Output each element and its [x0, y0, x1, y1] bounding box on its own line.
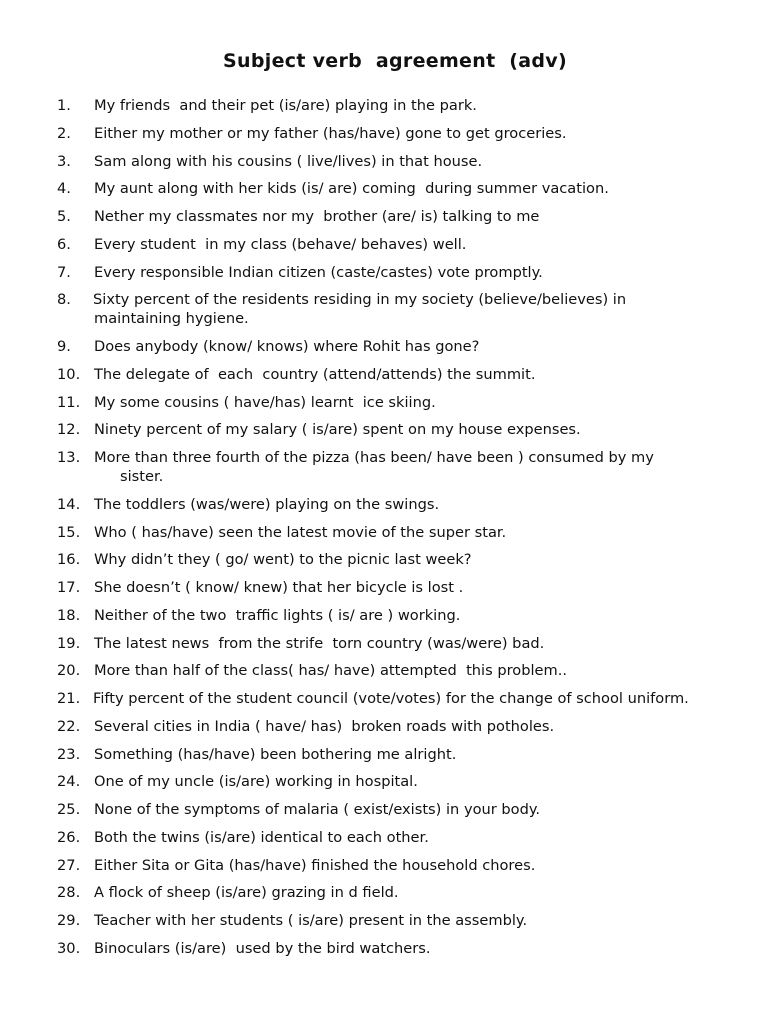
- list-item: [0, 179, 768, 199]
- item-text: The toddlers (was/were) playing on the swings.: [94, 495, 440, 513]
- item-text: Ninety percent of my salary ( is/are) spent on my house expenses.: [94, 421, 581, 439]
- item-text: Does anybody (know/ knows) where Rohit has gone?: [94, 338, 480, 355]
- list-item: [0, 856, 768, 876]
- item-text: Why didn’t they ( go/ went) to the picnic last week?: [94, 551, 472, 569]
- item-number: 16.: [57, 551, 81, 569]
- item-number: 10.: [57, 365, 81, 383]
- item-text: Who ( has/have) seen the latest movie of the super star.: [94, 523, 507, 541]
- item-text: Sam along with his cousins ( live/lives) in that house.: [94, 152, 483, 170]
- list-item: [0, 634, 768, 654]
- item-number: 24.: [57, 773, 81, 791]
- item-number: 18.: [57, 606, 81, 624]
- list-item: [0, 420, 768, 440]
- question-list: [0, 96, 768, 967]
- item-number: 30.: [57, 939, 81, 957]
- list-item: [0, 883, 768, 903]
- list-item: [0, 337, 768, 357]
- list-item: [0, 578, 768, 598]
- item-number: 21.: [57, 690, 81, 707]
- list-item: [0, 745, 768, 765]
- item-number: 2.: [57, 124, 71, 142]
- item-number: 17.: [57, 579, 81, 596]
- list-item: [0, 124, 768, 144]
- item-number: 28.: [57, 884, 81, 902]
- item-text: Every responsible Indian citizen (caste/castes) vote promptly.: [94, 263, 543, 281]
- item-text: The delegate of each country (attend/attends) the summit.: [94, 365, 536, 383]
- item-text: Every student in my class (behave/ behaves) well.: [94, 235, 467, 253]
- item-number: 7.: [57, 263, 71, 281]
- item-text: More than half of the class( has/ have) attempted this problem..: [94, 662, 568, 680]
- item-number: 19.: [57, 634, 81, 652]
- item-number: 6.: [57, 235, 71, 253]
- item-text: My some cousins ( have/has) learnt ice skiing.: [94, 393, 436, 411]
- list-item: [0, 523, 768, 543]
- list-item: [0, 689, 768, 709]
- item-text: None of the symptoms of malaria ( exist/exists) in your body.: [94, 801, 541, 818]
- item-text: One of my uncle (is/are) working in hospital.: [94, 773, 418, 791]
- list-item: [0, 800, 768, 820]
- list-item: [0, 828, 768, 848]
- item-number: 25.: [57, 801, 81, 818]
- item-text: Neither of the two traffic lights ( is/ are ) working.: [94, 606, 461, 624]
- item-text: Either Sita or Gita (has/have) finished the household chores.: [94, 856, 536, 874]
- item-text-continuation: maintaining hygiene.: [94, 310, 249, 328]
- list-item: [0, 152, 768, 172]
- item-number: 26.: [57, 828, 81, 846]
- item-text: She doesn’t ( know/ knew) that her bicycle is lost .: [94, 579, 464, 596]
- item-number: 11.: [57, 393, 81, 411]
- item-number: 22.: [57, 717, 81, 735]
- item-text: Sixty percent of the residents residing in my society (believe/believes) in: [93, 291, 627, 309]
- item-number: 14.: [57, 495, 81, 513]
- item-text: Both the twins (is/are) identical to each other.: [94, 828, 429, 846]
- item-number: 12.: [57, 421, 81, 439]
- item-number: 3.: [57, 152, 71, 170]
- list-item: [0, 207, 768, 227]
- list-item: [0, 939, 768, 959]
- item-text: Something (has/have) been bothering me alright.: [94, 745, 457, 763]
- list-item: [0, 661, 768, 681]
- list-item: [0, 495, 768, 515]
- list-item: [0, 911, 768, 931]
- item-number: 9.: [57, 338, 71, 355]
- item-number: 15.: [57, 523, 81, 541]
- item-number: 4.: [57, 180, 71, 198]
- item-text: My friends and their pet (is/are) playing in the park.: [94, 97, 477, 114]
- item-text: The latest news from the strife torn country (was/were) bad.: [94, 634, 545, 652]
- item-text: Several cities in India ( have/ has) broken roads with potholes.: [94, 717, 555, 735]
- item-text-continuation: sister.: [120, 468, 164, 485]
- item-number: 5.: [57, 208, 71, 225]
- item-text: A flock of sheep (is/are) grazing in d field.: [94, 884, 399, 902]
- item-number: 20.: [57, 662, 81, 680]
- list-item: [0, 96, 768, 116]
- item-text: Either my mother or my father (has/have) gone to get groceries.: [94, 124, 567, 142]
- list-item: [0, 263, 768, 283]
- item-text: Fifty percent of the student council (vote/votes) for the change of school uniform.: [93, 690, 689, 707]
- list-item: [0, 606, 768, 626]
- item-number: 23.: [57, 745, 81, 763]
- item-text: My aunt along with her kids (is/ are) coming during summer vacation.: [94, 180, 609, 198]
- list-item: [0, 393, 768, 413]
- list-item: [0, 772, 768, 792]
- list-item: [0, 235, 768, 255]
- item-number: 1.: [57, 97, 71, 114]
- item-number: 8.: [57, 291, 71, 309]
- list-item: [0, 717, 768, 737]
- item-text: Nether my classmates nor my brother (are/ is) talking to me: [94, 208, 540, 225]
- item-text: More than three fourth of the pizza (has been/ have been ) consumed by my: [94, 449, 654, 466]
- item-number: 29.: [57, 912, 81, 929]
- item-text: Teacher with her students ( is/are) present in the assembly.: [94, 912, 528, 929]
- list-item: [0, 448, 768, 487]
- list-item: [0, 550, 768, 570]
- item-text: Binoculars (is/are) used by the bird watchers.: [94, 939, 431, 957]
- list-item: [0, 290, 768, 329]
- item-number: 13.: [57, 449, 81, 466]
- list-item: [0, 365, 768, 385]
- page-title: Subject verb agreement (adv): [223, 50, 567, 72]
- item-number: 27.: [57, 856, 81, 874]
